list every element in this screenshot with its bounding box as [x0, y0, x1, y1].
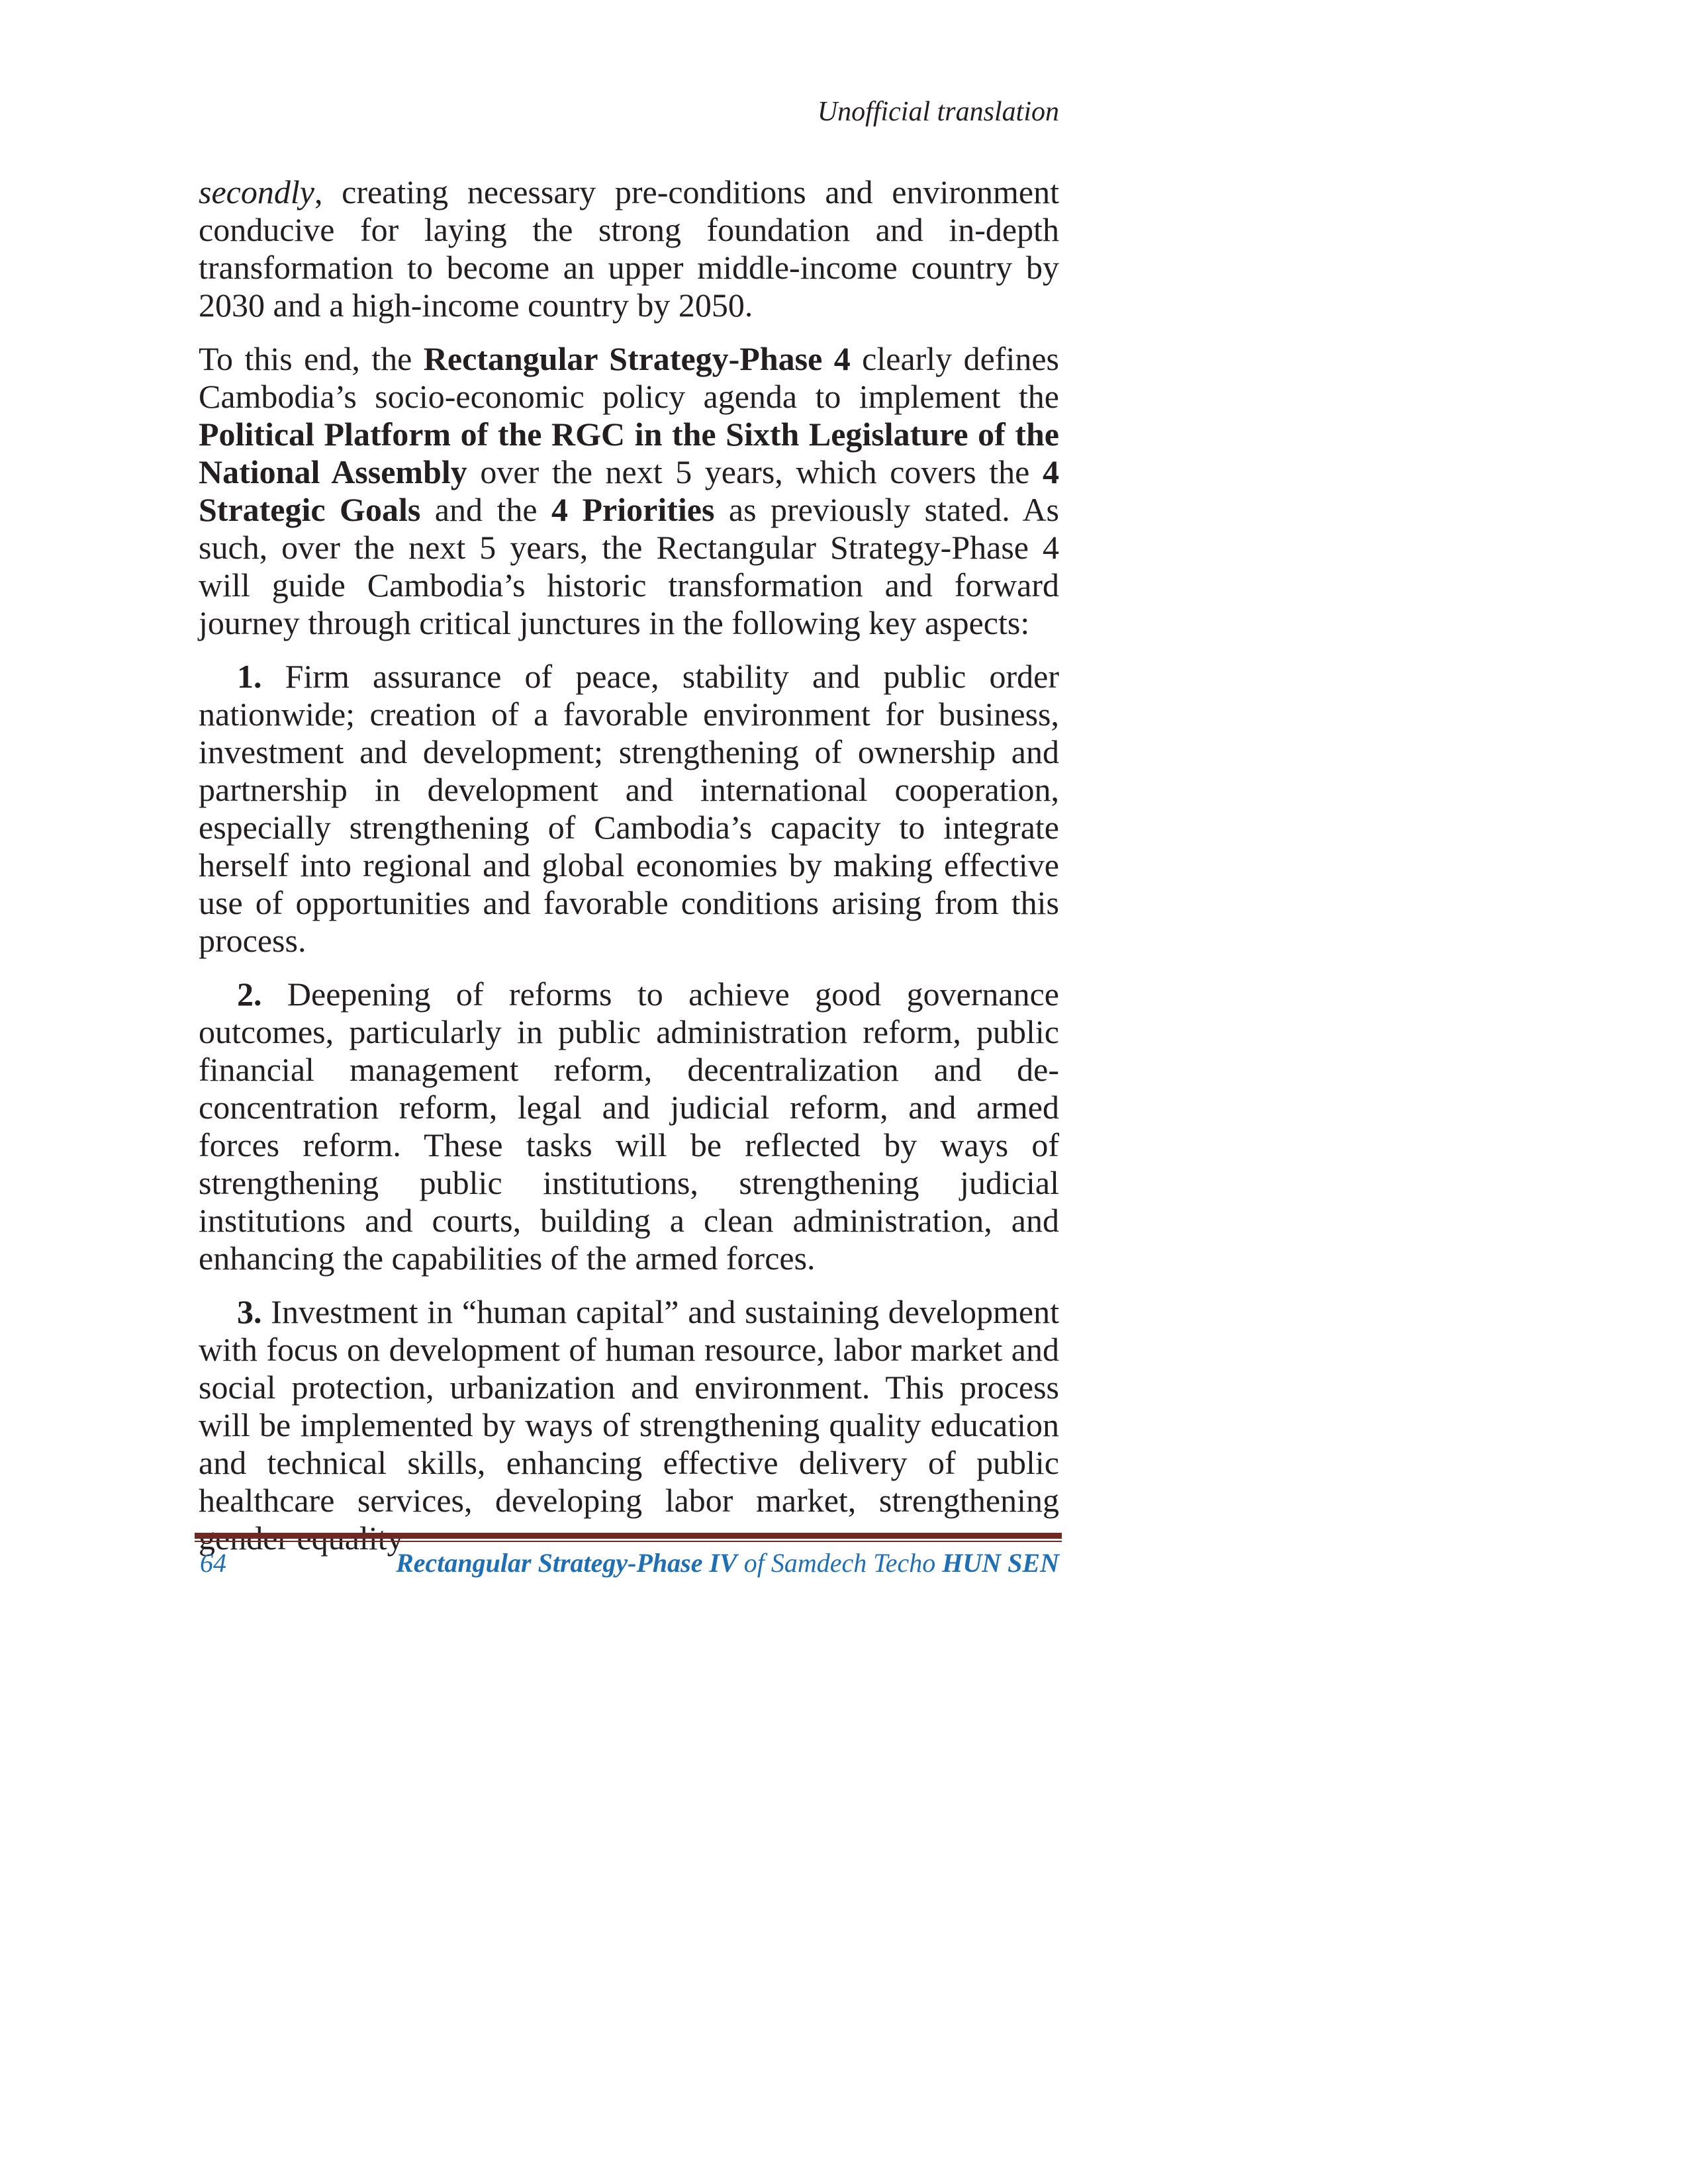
paragraph-2 — [199, 340, 1059, 642]
list-item-number: 3. — [237, 1293, 262, 1330]
list-item-number: 2. — [237, 976, 262, 1013]
list-item-text: Investment in “human capital” and sustaining development with focus on development of human resource, labor market and social protection, urbanization and environment. This process will be implemented by ways of strengthening quality education and technical skills, enhancing effective delivery of public healthcare services, developing labor market, strengthening — [199, 1293, 1060, 1519]
bold-political-platform: Political Platform of the RGC in the Sixth Legislature of the National Assembly — [199, 416, 1059, 490]
body-text — [199, 173, 1059, 1573]
footer-title-mid: of Samdech Techo — [737, 1548, 943, 1578]
paragraph-2-text-a: To this end, the — [199, 340, 424, 377]
list-item-text: Deepening of reforms to achieve good governance outcomes, particularly in public administration reform, public financial management reform, decentralization and de-concentration reform, legal and judicial reform, and armed forces reform. These tasks will be reflected by ways of strengthening public institutions, strengthening judicial institutions and courts, building a clean administration, and enhancing the capabilities of the armed forces. — [199, 976, 1059, 1277]
bold-priorities: 4 Priorities — [551, 491, 715, 528]
paragraph-1-text: , creating necessary pre-conditions and environment conducive for laying the strong foundation and in-depth transformation to become an upper middle-income country by 2030 and a high-income country by 2050. — [199, 173, 1059, 324]
running-header: Unofficial translation — [817, 97, 1059, 127]
footer-divider-thin — [195, 1541, 1062, 1542]
footer-title-name: HUN SEN — [942, 1548, 1059, 1578]
paragraph-1 — [199, 173, 1059, 324]
list-item-2 — [199, 976, 1059, 1277]
page-footer — [199, 1550, 1059, 1583]
paragraph-2-text-c: clearly defines Cambodia’s socio-economic policy agenda to implement the — [199, 340, 1059, 415]
list-item-3 — [199, 1293, 1059, 1557]
list-item-text: Firm assurance of peace, stability and public order nationwide; creation of a favorable environment for business, investment and development; strengthening of ownership and partnership in development and international cooperation, especially strengthening of Cambodia’s capacity to integrate herself into regional and global economies by making effective use of opportunities and favorable conditions arising from this process. — [199, 658, 1059, 959]
footer-title — [396, 1550, 1059, 1576]
paragraph-2-text-i: as previously stated. As such, over the next 5 years, the Rectangular Strategy-Phase 4 will guide Cambodia’s historic transformation and forward journey through critical junctures in the following key aspects: — [199, 491, 1060, 641]
page-number: 64 — [200, 1548, 226, 1578]
paragraph-2-text-e: over the next 5 years, which covers the — [467, 453, 1043, 490]
bold-strategic-goals: 4 Strategic Goals — [199, 453, 1059, 528]
footer-divider-thick — [195, 1533, 1062, 1539]
footer-title-bold: Rectangular Strategy-Phase IV — [396, 1548, 737, 1578]
emphasis-secondly: secondly — [199, 173, 314, 210]
list-item-1 — [199, 658, 1059, 960]
paragraph-2-text-g: and the — [420, 491, 552, 528]
list-item-number: 1. — [237, 658, 262, 695]
bold-rectangular-strategy: Rectangular Strategy-Phase 4 — [423, 340, 851, 377]
